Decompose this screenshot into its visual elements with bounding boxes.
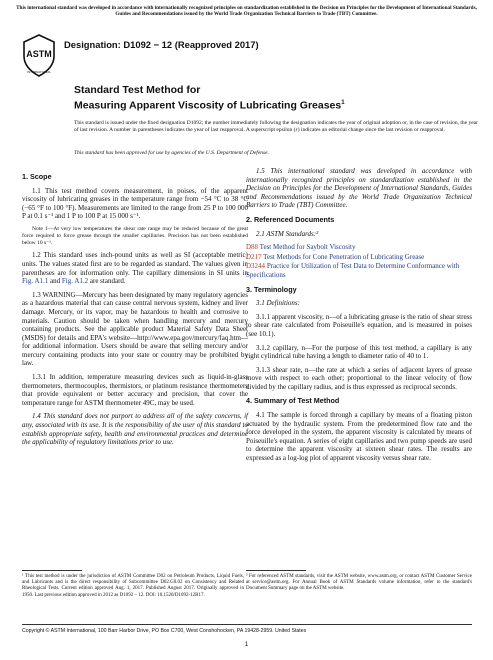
section-scope-heading: 1. Scope [22, 172, 52, 181]
para-1-1: 1.1 This test method covers measurement, in poises, of the apparent viscosity of lubricating greases in the temperature range from −54 °C to 38 °C (−65 °F to 100 °F). Measurements are limited to the range from 25 P to 100 000 P at 0.1 s⁻¹ and 1 P to 100 P at 15 000 s⁻¹. [22, 186, 248, 221]
para-2-1: 2.1 ASTM Standards:² [256, 229, 319, 238]
right-column [246, 167, 472, 468]
para-3-1: 3.1 Definitions: [256, 299, 300, 308]
footnote-rule-left [22, 570, 82, 571]
note-1: Note 1—At very low temperatures the shear rate range may be reduced because of the great force required to force grease through the smaller capillaries. Precision has not been established below 10 s⁻¹. [22, 225, 248, 246]
section-refs-heading: 2. Referenced Documents [246, 214, 335, 224]
copyright-footer: Copyright © ASTM International, 100 Barr Harbor Drive, PO Box C700, West Conshohocken, PA 19428-2959. United States [22, 628, 307, 634]
para-1-4: 1.4 This standard does not purport to address all of the safety concerns, if any, associated with its use. It is the responsibility of the user of this standard to establish appropriate safety, health and environmental practices and determine the applicability of regulatory limitations prior to use. [22, 412, 248, 447]
footer-rule [22, 624, 472, 625]
svg-text:INTERNATIONAL: INTERNATIONAL [27, 70, 51, 74]
ref-d217[interactable]: D217 Test Methods for Cone Penetration of Lubricating Grease [246, 252, 425, 261]
para-3-1-2: 3.1.2 capillary, n—For the purpose of this test method, a capillary is any right cylindrical tube having a length to diameter ratio of 40 to 1. [246, 343, 472, 361]
footnote-2: ² For referenced ASTM standards, visit the ASTM website, www.astm.org, or contact ASTM Customer Service at service@astm.org. For Annual Book of ASTM Standards volume information, refer to the standard's Document Summary page on the ASTM website. [246, 574, 472, 592]
footnote-rule-right [246, 570, 306, 571]
footnote-1: ¹ This test method is under the jurisdiction of ASTM Committee D02 on Petroleum Products, Liquid Fuels, and Lubricants and is the direct responsibility of Subcommittee D02.G0.02 on Consistency and Related Rheological Tests. Current edition approved Aug. 1, 2017. Published August 2017. Originally approved in 1950. Last previous edition approved in 2012 as D1092 – 12. DOI: 10.1520/D1092-12R17. [22, 574, 244, 598]
document-title [74, 84, 454, 113]
dod-approval: This standard has been approved for use by agencies of the U.S. Department of Defense. [74, 150, 269, 156]
title-line-2: Measuring Apparent Viscosity of Lubricating Greases$^1$ [74, 99, 345, 112]
astm-logo [22, 34, 56, 78]
svg-text:ASTM: ASTM [26, 49, 52, 59]
para-1-5: 1.5 This international standard was developed in accordance with internationally recognized principles on standardization established in the Decision on Principles for the Development of International Standards, Guides and Recommendations issued by the World Trade Organization Technical Barriers to Trade (TBT) Committee. [246, 167, 472, 210]
left-column [22, 167, 248, 452]
fig-a1-2-link[interactable]: Fig. A1.2 [61, 277, 89, 286]
designation: Designation: D1092 − 12 (Reapproved 2017) [64, 39, 259, 50]
para-1-3-warning: 1.3 WARNING—Mercury has been designated by many regulatory agencies as a hazardous material that can cause central nervous system, kidney and liver damage. Mercury, or its vapor, may be hazardous to health and corrosive to materials. Caution should be taken when handling mercury and mercury containing products. See the applicable product Material Safety Data Sheet (MSDS) for details and EPA's website—http://www.epa.gov/mercury/faq.htm—for additional information. Users should be aware that selling mercury and/or mercury containing products into your state or country may be prohibited by law. [22, 290, 248, 368]
title-line-1: Standard Test Method for [74, 84, 201, 96]
title-footnote-mark: 1 [341, 100, 345, 106]
tbt-notice: This international standard was developed in accordance with internationally recognized principles on standardization established in the Decision on Principles for the Development of International Standards, Guides and Recommendations issued by the World Trade Organization Technical Barriers to Trade (TBT) Committee. [16, 5, 477, 18]
para-3-1-1: 3.1.1 apparent viscosity, n—of a lubricating grease is the ratio of shear stress to shear rate calculated from Poiseuille's equation, and is measured in poises (see 10.1). [246, 312, 472, 338]
para-4-1: 4.1 The sample is forced through a capillary by means of a floating piston actuated by the hydraulic system. From the predetermined flow rate and the force developed in the system, the apparent viscosity is calculated by means of Poiseuille's equation. A series of eight capillaries and two pump speeds are used to determine the apparent viscosity at sixteen shear rates. The results are expressed as a log-log plot of apparent viscosity versus shear rate. [246, 411, 472, 463]
section-terminology-heading: 3. Terminology [246, 284, 297, 294]
ref-d88[interactable]: D88 Test Method for Saybolt Viscosity [246, 243, 356, 252]
para-1-3-1: 1.3.1 In addition, temperature measuring devices such as liquid-in-glass thermometers, thermocouples, thermistors, or platinum resistance thermometers that provide equivalent or better accuracy and precision, that cover the temperature range for ASTM thermometer 49C, may be used. [22, 373, 248, 407]
fig-a1-1-link[interactable]: Fig. A1.1 [22, 277, 49, 286]
section-summary-heading: 4. Summary of Test Method [246, 396, 340, 406]
page-number: 1 [244, 641, 249, 648]
ref-d3244[interactable]: D3244 Practice for Utilization of Test Data to Determine Conformance with Specifications [246, 262, 460, 279]
para-3-1-3: 3.1.3 shear rate, n—the rate at which a series of adjacent layers of grease move with respect to each other; proportional to the linear velocity of flow divided by the capillary radius, and is thus expressed as reciprocal seconds. [246, 365, 472, 391]
issuance-statement: This standard is issued under the fixed designation D1092; the number immediately following the designation indicates the year of original adoption or, in the case of revision, the year of last revision. A number in parentheses indicates the year of last reapproval. A superscript epsilon (ε) indicates an editorial change since the last revision or reapproval. [74, 120, 478, 133]
para-1-2: 1.2 This standard uses inch-pound units as well as SI (acceptable metric) units. The values stated first are to be regarded as standard. The values given in parentheses are for information only. The capillary dimensions in SI units in Fig. A1.1 and Fig. A1.2 are standard. [22, 251, 248, 286]
